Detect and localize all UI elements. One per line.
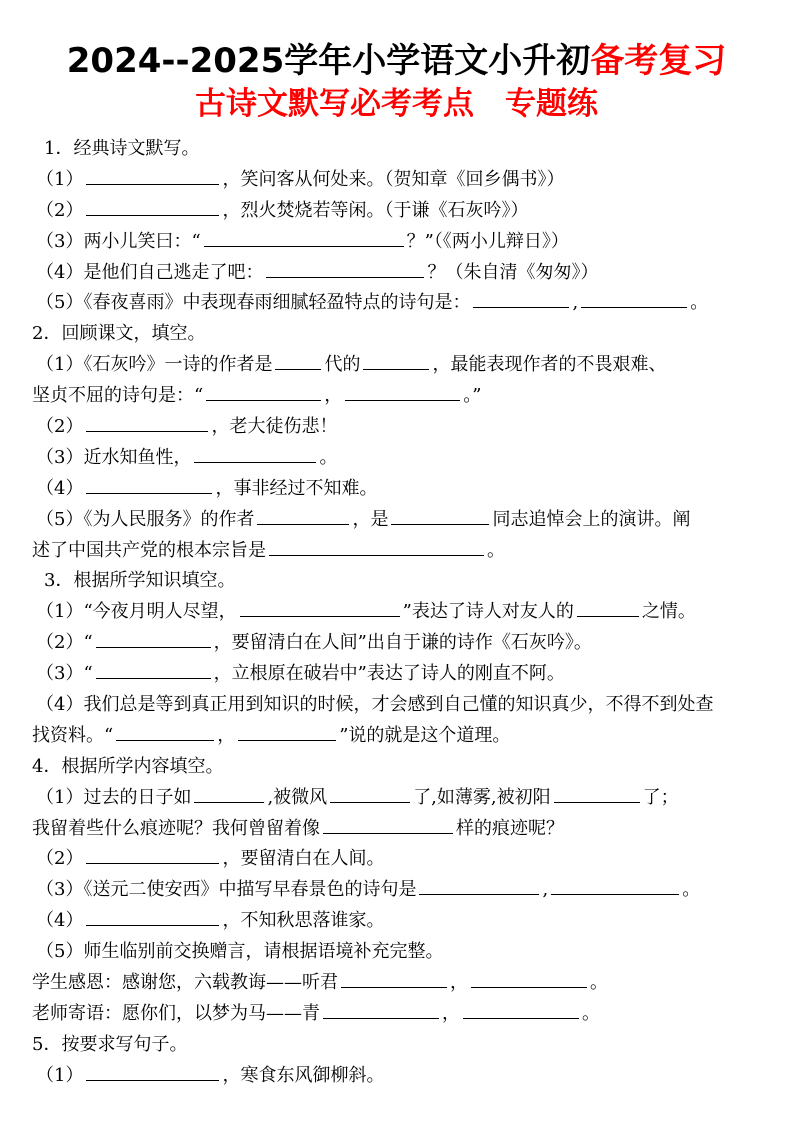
fill-in-blank [86, 416, 208, 432]
q1-item-2 [32, 196, 769, 227]
text-run: 找资料。“ [32, 724, 114, 746]
text-run: ,被微风 [267, 786, 328, 808]
text-run: （5）《为人民服务》的作者 [36, 508, 255, 530]
text-run: ， [217, 724, 236, 746]
section-4-heading [32, 752, 769, 783]
text-run: 。 [487, 539, 505, 561]
text-run: （4） [36, 910, 84, 932]
text-run: （2） [36, 848, 84, 870]
fill-in-blank [240, 601, 400, 617]
text-run: 我留着些什么痕迹呢？我何曾留着像 [32, 817, 320, 839]
section-5-heading [32, 1030, 769, 1061]
fill-in-blank [551, 879, 679, 895]
text-run: （3）近水知鱼性， [36, 446, 192, 468]
text-run: 老师寄语：愿你们，以梦为马——青 [32, 1002, 320, 1024]
text-run: , [572, 292, 579, 314]
q3-item-4-line1 [32, 690, 769, 721]
section-3-heading [32, 566, 769, 597]
fill-in-blank [194, 787, 264, 803]
fill-in-blank [206, 385, 321, 401]
section-1-heading [32, 134, 769, 165]
text-run: ”说的就是这个道理。 [339, 724, 511, 746]
text-run: 。 [582, 1002, 600, 1024]
q2-item-5-line1 [32, 505, 769, 536]
fill-in-blank [345, 385, 460, 401]
text-run: 3．根据所学知识填空。 [44, 570, 236, 592]
text-run: ，立根原在破岩中”表达了诗人的刚直不阿。 [213, 663, 565, 685]
fill-in-blank [363, 354, 429, 370]
fill-in-blank [330, 787, 410, 803]
fill-in-blank [323, 818, 453, 834]
fill-in-blank [86, 1065, 219, 1081]
text-run: ，要留清白在人间。 [222, 848, 385, 870]
q3-item-1 [32, 597, 769, 628]
text-run: 。 [690, 292, 709, 314]
q4-item-1-line2 [32, 814, 769, 845]
text-run: 。” [463, 385, 482, 407]
q2-item-4 [32, 474, 769, 505]
q5-item-1 [32, 1061, 769, 1092]
q4-item-4 [32, 906, 769, 937]
text-run: ，要留清白在人间”出自于谦的诗作《石灰吟》。 [213, 632, 592, 654]
text-run: ， [442, 1002, 460, 1024]
fill-in-blank [275, 354, 321, 370]
fill-in-blank [96, 632, 211, 648]
text-run: 代的 [324, 354, 361, 376]
text-run: 。 [682, 879, 701, 901]
page-title [0, 38, 793, 84]
text-run: 样的痕迹呢？ [456, 817, 564, 839]
fill-in-blank [194, 447, 316, 463]
text-run: （2） [36, 199, 84, 221]
text-run: 4．根据所学内容填空。 [32, 755, 224, 777]
text-run: ，烈火焚烧若等闲。（于谦《石灰吟》） [222, 199, 529, 221]
q2-item-1-line2 [32, 381, 769, 412]
text-run: 了； [642, 786, 679, 808]
text-run: 了,如薄雾,被初阳 [413, 786, 551, 808]
text-run: （4） [36, 477, 84, 499]
q2-item-5-line2 [32, 536, 769, 567]
text-run: 2．回顾课文，填空。 [32, 323, 206, 345]
fill-in-blank [419, 879, 539, 895]
fill-in-blank [86, 478, 212, 494]
q2-item-2 [32, 412, 769, 443]
text-run: （3）两小儿笑曰：“ [36, 230, 201, 252]
text-run: 同志追悼会上的演讲。阐 [492, 508, 691, 530]
page-title-red-part: 备考复习 [590, 41, 727, 81]
text-run: , [542, 879, 549, 901]
fill-in-blank [554, 787, 640, 803]
text-run: （1）《石灰吟》一诗的作者是 [36, 354, 273, 376]
text-run: （5）《春夜喜雨》中表现春雨细腻轻盈特点的诗句是： [36, 292, 471, 314]
text-run: （1）“今夜月明人尽望， [36, 601, 237, 623]
fill-in-blank [269, 540, 484, 556]
fill-in-blank [204, 231, 404, 247]
fill-in-blank [341, 972, 447, 988]
text-run: （4）是他们自己逃走了吧： [36, 261, 264, 283]
text-run: 。 [319, 446, 338, 468]
page-subtitle: 古诗文默写必考考点 专题练 [195, 86, 598, 122]
document-header [0, 0, 793, 124]
text-run: （3）《送元二使安西》中描写早春景色的诗句是 [36, 879, 417, 901]
text-run: ， [324, 385, 343, 407]
fill-in-blank [86, 200, 219, 216]
text-run: ，不知秋思落谁家。 [222, 910, 385, 932]
fill-in-blank [86, 169, 219, 185]
text-run: ， [450, 972, 468, 994]
text-run: （1） [36, 168, 84, 190]
text-run: ，是 [352, 508, 389, 530]
q3-item-2 [32, 628, 769, 659]
q2-item-1-line1 [32, 350, 769, 381]
q1-item-4 [32, 258, 769, 289]
text-run: （2）“ [36, 632, 93, 654]
fill-in-blank [96, 663, 211, 679]
text-run: ”表达了诗人对友人的 [402, 601, 574, 623]
text-run: 之情。 [641, 601, 696, 623]
q4-item-3 [32, 875, 769, 906]
q1-item-1 [32, 165, 769, 196]
fill-in-blank [116, 725, 214, 741]
q3-item-4-line2 [32, 721, 769, 752]
fill-in-blank [463, 1003, 579, 1019]
section-2-heading [32, 319, 769, 350]
fill-in-blank [238, 725, 336, 741]
text-run: （4）我们总是等到真正用到知识的时候，才会感到自己懂的知识真少，不得不到处查 [36, 694, 714, 716]
text-run: 学生感恩：感谢您，六载教诲——听君 [32, 972, 338, 994]
text-run: 坚贞不屈的诗句是：“ [32, 385, 204, 407]
text-run: ，笑问客从何处来。（贺知章《回乡偶书》） [222, 168, 565, 190]
q4-item-5-teacher-line [32, 999, 769, 1030]
fill-in-blank [86, 910, 219, 926]
q4-item-1-line1 [32, 783, 769, 814]
text-run: ？（朱自清《匆匆》） [427, 261, 599, 283]
text-run: 。 [590, 972, 608, 994]
q4-item-5-student-line [32, 968, 769, 999]
fill-in-blank [257, 509, 349, 525]
q1-item-3 [32, 227, 769, 258]
text-run: （1） [36, 1064, 84, 1086]
q1-item-5 [32, 288, 769, 319]
q2-item-3 [32, 443, 769, 474]
text-run: （1）过去的日子如 [36, 786, 192, 808]
text-run: ，寒食东风御柳斜。 [222, 1064, 385, 1086]
fill-in-blank [577, 601, 639, 617]
text-run: 1．经典诗文默写。 [44, 138, 200, 159]
text-run: 5．按要求写句子。 [32, 1033, 188, 1055]
text-run: （5）师生临别前交换赠言，请根据语境补充完整。 [36, 941, 444, 963]
fill-in-blank [266, 262, 424, 278]
q4-item-2 [32, 844, 769, 875]
text-run: ？”（《两小儿辩日》） [406, 230, 569, 252]
fill-in-blank [581, 292, 687, 308]
q3-item-3 [32, 659, 769, 690]
document-body [0, 124, 793, 1092]
text-run: ，事非经过不知难。 [215, 477, 378, 499]
text-run: 述了中国共产党的根本宗旨是 [32, 539, 266, 561]
text-run: （2） [36, 416, 84, 438]
fill-in-blank [471, 972, 587, 988]
fill-in-blank [473, 292, 569, 308]
fill-in-blank [323, 1003, 439, 1019]
fill-in-blank [391, 509, 489, 525]
q4-item-5 [32, 937, 769, 968]
page-title-black-part: 2024--2025学年小学语文小升初 [66, 41, 591, 81]
text-run: ，最能表现作者的不畏艰难、 [432, 354, 667, 376]
text-run: ，老大徒伤悲！ [211, 416, 338, 438]
text-run: （3）“ [36, 663, 93, 685]
fill-in-blank [86, 848, 219, 864]
